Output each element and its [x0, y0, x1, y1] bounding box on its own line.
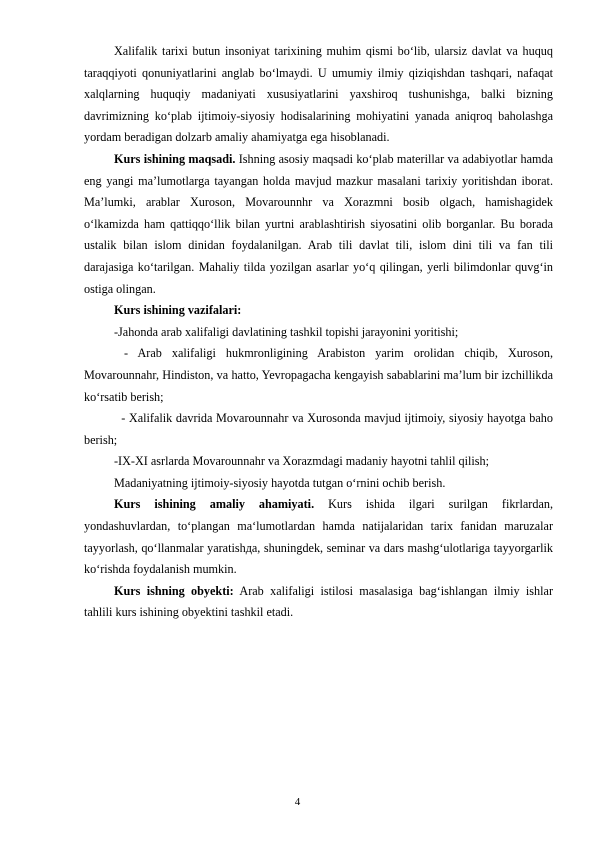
object-text: Arab xalifaligi istilosi masalasiga bag‘ishlangan ilmiy ishlar tahlili kurs ishining obyektini tashkil etadi.	[84, 583, 553, 620]
task-text-3: - Xalifalik davrida Movarounnahr va Xurosonda mavjud ijtimoiy, siyosiy hayotga baho berish;	[84, 411, 557, 447]
task-text-4: -IX-XI asrlarda Movarounnahr va Xorazmdagi madaniy hayotni tahlil qilish;	[114, 454, 489, 469]
task-item	[84, 408, 557, 451]
task-item	[84, 451, 553, 473]
tasks-heading: Kurs ishining vazifalari:	[114, 303, 242, 318]
practical-text: Kurs ishida ilgari surilgan fikrlardan, yondashuvlardan, to‘plangan ma‘lumotlardan hamda natijalaridan tarix fanidan maruzalar tayyorlash, qo‘llanmalar yaratishда, shuningdek, seminar va dars mashg‘ulotlariga tayyorgarlik ko‘rishda foydalanish mumkin.	[84, 497, 553, 577]
object-heading: Kurs ishning obyekti:	[114, 583, 234, 598]
tasks-heading-paragraph	[84, 300, 553, 322]
page-number: 4	[294, 796, 301, 808]
goal-text: Ishning asosiy maqsadi ko‘plab materillar va adabiyotlar hamda eng yangi ma’lumotlarga tayangan holda mavjud mazkur masalani tarixiy yoritishdan iborat. Ma’lumki, arablar Xuroson, Movarounnhr va Xorazmni bosib olgach, hamishagidek o‘lkamizda ham qattiqqo‘llik bilan yurtni arablashtirish siyosatini olib borganlar. Bu borada ustalik bilan islom dinidan foydalanilgan. Arab tili davlat tili, islom dini tili va fan tili darajasiga ko‘tarilgan. Mahaliy tilda yozilgan asarlar yo‘q qilingan, yerli bilimdonlar quvg‘in ostiga olingan.	[84, 151, 553, 296]
task-item	[84, 473, 553, 495]
task-text-5: Madaniyatning ijtimoiy-siyosiy hayotda tutgan o‘rnini ochib berish.	[114, 475, 446, 490]
task-text-2: - Arab xalifaligi hukmronligining Arabiston yarim orolidan chiqib, Xuroson, Movarounnahr, Hindiston, va hatto, Yevropagacha kengayish sabablarini ma’lum bir izchillikda ko‘rsatib berish;	[84, 346, 557, 404]
practical-heading: Kurs ishining amaliy ahamiyati.	[114, 497, 315, 512]
goal-heading: Kurs ishining maqsadi.	[114, 151, 236, 166]
goal-paragraph	[84, 149, 553, 300]
object-paragraph	[84, 581, 553, 624]
document-body	[84, 41, 557, 624]
intro-paragraph	[84, 41, 553, 149]
task-item	[84, 322, 553, 344]
practical-paragraph	[84, 494, 553, 580]
task-item	[84, 343, 557, 408]
task-text-1: -Jahonda arab xalifaligi davlatining tashkil topishi jarayonini yoritishi;	[114, 324, 459, 339]
intro-text: Xalifalik tarixi butun insoniyat tarixining muhim qismi bo‘lib, ularsiz davlat va huquq taraqqiyoti qonuniyatlarini anglab bo‘lmaydi. U umumiy ilmiy qiziqishdan tashqari, nafaqat xalqlarning huquqiy madaniyati xususiyatlarini yaxshiroq tushunishga, balki bizning davrimizning ko‘plab ijtimoiy-siyosiy hodisalarining mohiyatini yanada aniqroq baholashga yordam beradigan dolzarb amaliy ahamiyatga ega hisoblanadi.	[84, 44, 553, 145]
